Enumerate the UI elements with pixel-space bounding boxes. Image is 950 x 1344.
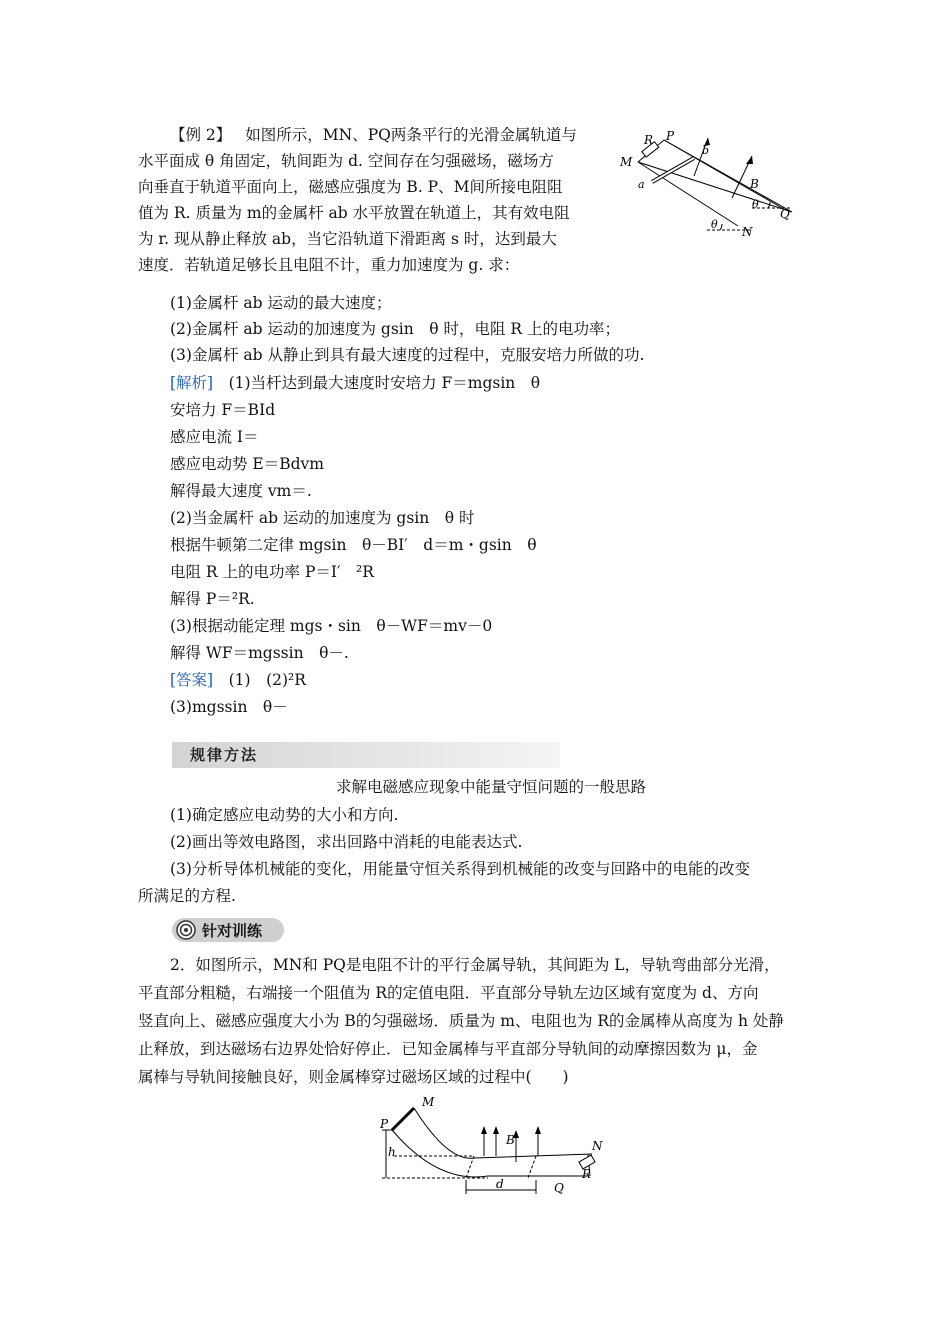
label-a: a (638, 178, 645, 191)
label2-b: B (506, 1133, 515, 1147)
label-theta-lower: θ (711, 218, 718, 231)
example-line-3: 向垂直于轨道平面向上，磁感应强度为 B. P、M间所接电阻阻 (138, 178, 563, 196)
example-line-2: 水平面成 θ 角固定，轨间距为 d. 空间存在匀强磁场，磁场方 (138, 152, 554, 170)
label2-m: M (422, 1095, 435, 1109)
label-field-b: B (750, 177, 759, 191)
solution-line-6: 根据牛顿第二定律 mgsin θ－BI′ d＝m・gsin θ (170, 536, 537, 554)
training-header-badge (172, 918, 284, 942)
label-n: N (742, 225, 753, 238)
method-title: 求解电磁感应现象中能量守恒问题的一般思路 (336, 778, 647, 796)
training-line-3: 竖直向上、磁感应强度大小为 B的匀强磁场．质量为 m、电阻也为 R的金属棒从高度为 h 处静 (138, 1012, 784, 1030)
training-line-2: 平直部分粗糙，右端接一个阻值为 R的定值电阻．平直部分导轨左边区域有宽度为 d、方向 (138, 984, 759, 1002)
label2-q: Q (554, 1181, 564, 1195)
label-theta-upper: θ (752, 198, 759, 211)
example-line-5: 为 r. 现从静止释放 ab，当它沿轨道下滑距离 s 时，达到最大 (138, 230, 557, 248)
method-step-2: (2)画出等效电路图，求出回路中消耗的电能表达式. (170, 833, 523, 851)
solution-tag: [解析] (170, 374, 214, 392)
question-2: (2)金属杆 ab 运动的加速度为 gsin θ 时，电阻 R 上的电功率； (170, 320, 621, 338)
answer-first (170, 669, 306, 691)
label-b: b (702, 144, 710, 157)
example-line-4: 值为 R. 质量为 m的金属杆 ab 水平放置在轨道上，其有效电阻 (138, 204, 570, 222)
answer-first-text: (1) (2)²R (213, 671, 306, 689)
answer-tag: [答案] (170, 671, 214, 689)
method-step-1: (1)确定感应电动势的大小和方向. (170, 806, 399, 824)
answer-second: (3)mgssin θ－ (170, 698, 288, 716)
solution-line-8: 解得 P＝²R. (170, 590, 255, 608)
label2-d: d (496, 1177, 504, 1191)
label2-p: P (380, 1117, 389, 1131)
solution-line-1: 安培力 F＝BId (170, 401, 276, 419)
label-q: Q (780, 207, 790, 221)
question-3: (3)金属杆 ab 从静止到具有最大速度的过程中，克服安培力所做的功. (170, 346, 645, 364)
label2-n: N (592, 1139, 603, 1153)
metal-rod (392, 1108, 414, 1130)
method-step-3: (3)分析导体机械能的变化，用能量守恒关系得到机械能的改变与回路中的电能的改变 (170, 860, 750, 878)
solution-line-5: (2)当金属杆 ab 运动的加速度为 gsin θ 时 (170, 509, 475, 527)
method-header: 规律方法 (190, 746, 259, 764)
solution-line-2: 感应电流 I＝ (170, 428, 259, 446)
solution-first (170, 372, 540, 394)
training-line-1: 2．如图所示，MN和 PQ是电阻不计的平行金属导轨，其间距为 L，导轨弯曲部分光滑， (170, 956, 780, 974)
label2-r: R (582, 1167, 592, 1181)
solution-line-10: 解得 WF＝mgssin θ－. (170, 644, 349, 662)
training-header: 针对训练 (202, 922, 263, 940)
rail-mn (638, 162, 738, 226)
target-icon (176, 920, 196, 940)
rail-pq (664, 140, 782, 208)
curved-rails-figure (378, 1092, 604, 1202)
solution-first-text: (1)当杆达到最大速度时安培力 F＝mgsin θ (213, 374, 541, 392)
label-m: M (620, 155, 633, 169)
method-continuation: 所满足的方程. (138, 887, 236, 905)
training-line-5: 属棒与导轨间接触良好，则金属棒穿过磁场区域的过程中( ) (138, 1068, 569, 1086)
example-line-6: 速度．若轨道足够长且电阻不计，重力加速度为 g. 求： (138, 256, 520, 274)
question-1: (1)金属杆 ab 运动的最大速度； (170, 294, 392, 312)
example-line-1: 如图所示，MN、PQ两条平行的光滑金属轨道与 (245, 126, 577, 144)
label-r: R (644, 133, 654, 147)
method-header-bar (172, 742, 560, 768)
solution-line-3: 感应电动势 E＝Bdvm (170, 455, 325, 473)
training-line-4: 止释放，到达磁场右边界处恰好停止．已知金属棒与平直部分导轨间的动摩擦因数为 μ，金 (138, 1040, 758, 1058)
label-p: P (666, 129, 675, 143)
label2-h: h (388, 1145, 396, 1159)
solution-line-9: (3)根据动能定理 mgs・sin θ－WF＝mv－0 (170, 617, 493, 635)
solution-line-4: 解得最大速度 vm＝. (170, 482, 312, 500)
example-text (170, 124, 577, 146)
example-tag: 【例 2】 (170, 126, 232, 144)
solution-line-7: 电阻 R 上的电功率 P＝I′ ²R (170, 563, 374, 581)
inclined-rails-figure (612, 126, 802, 238)
